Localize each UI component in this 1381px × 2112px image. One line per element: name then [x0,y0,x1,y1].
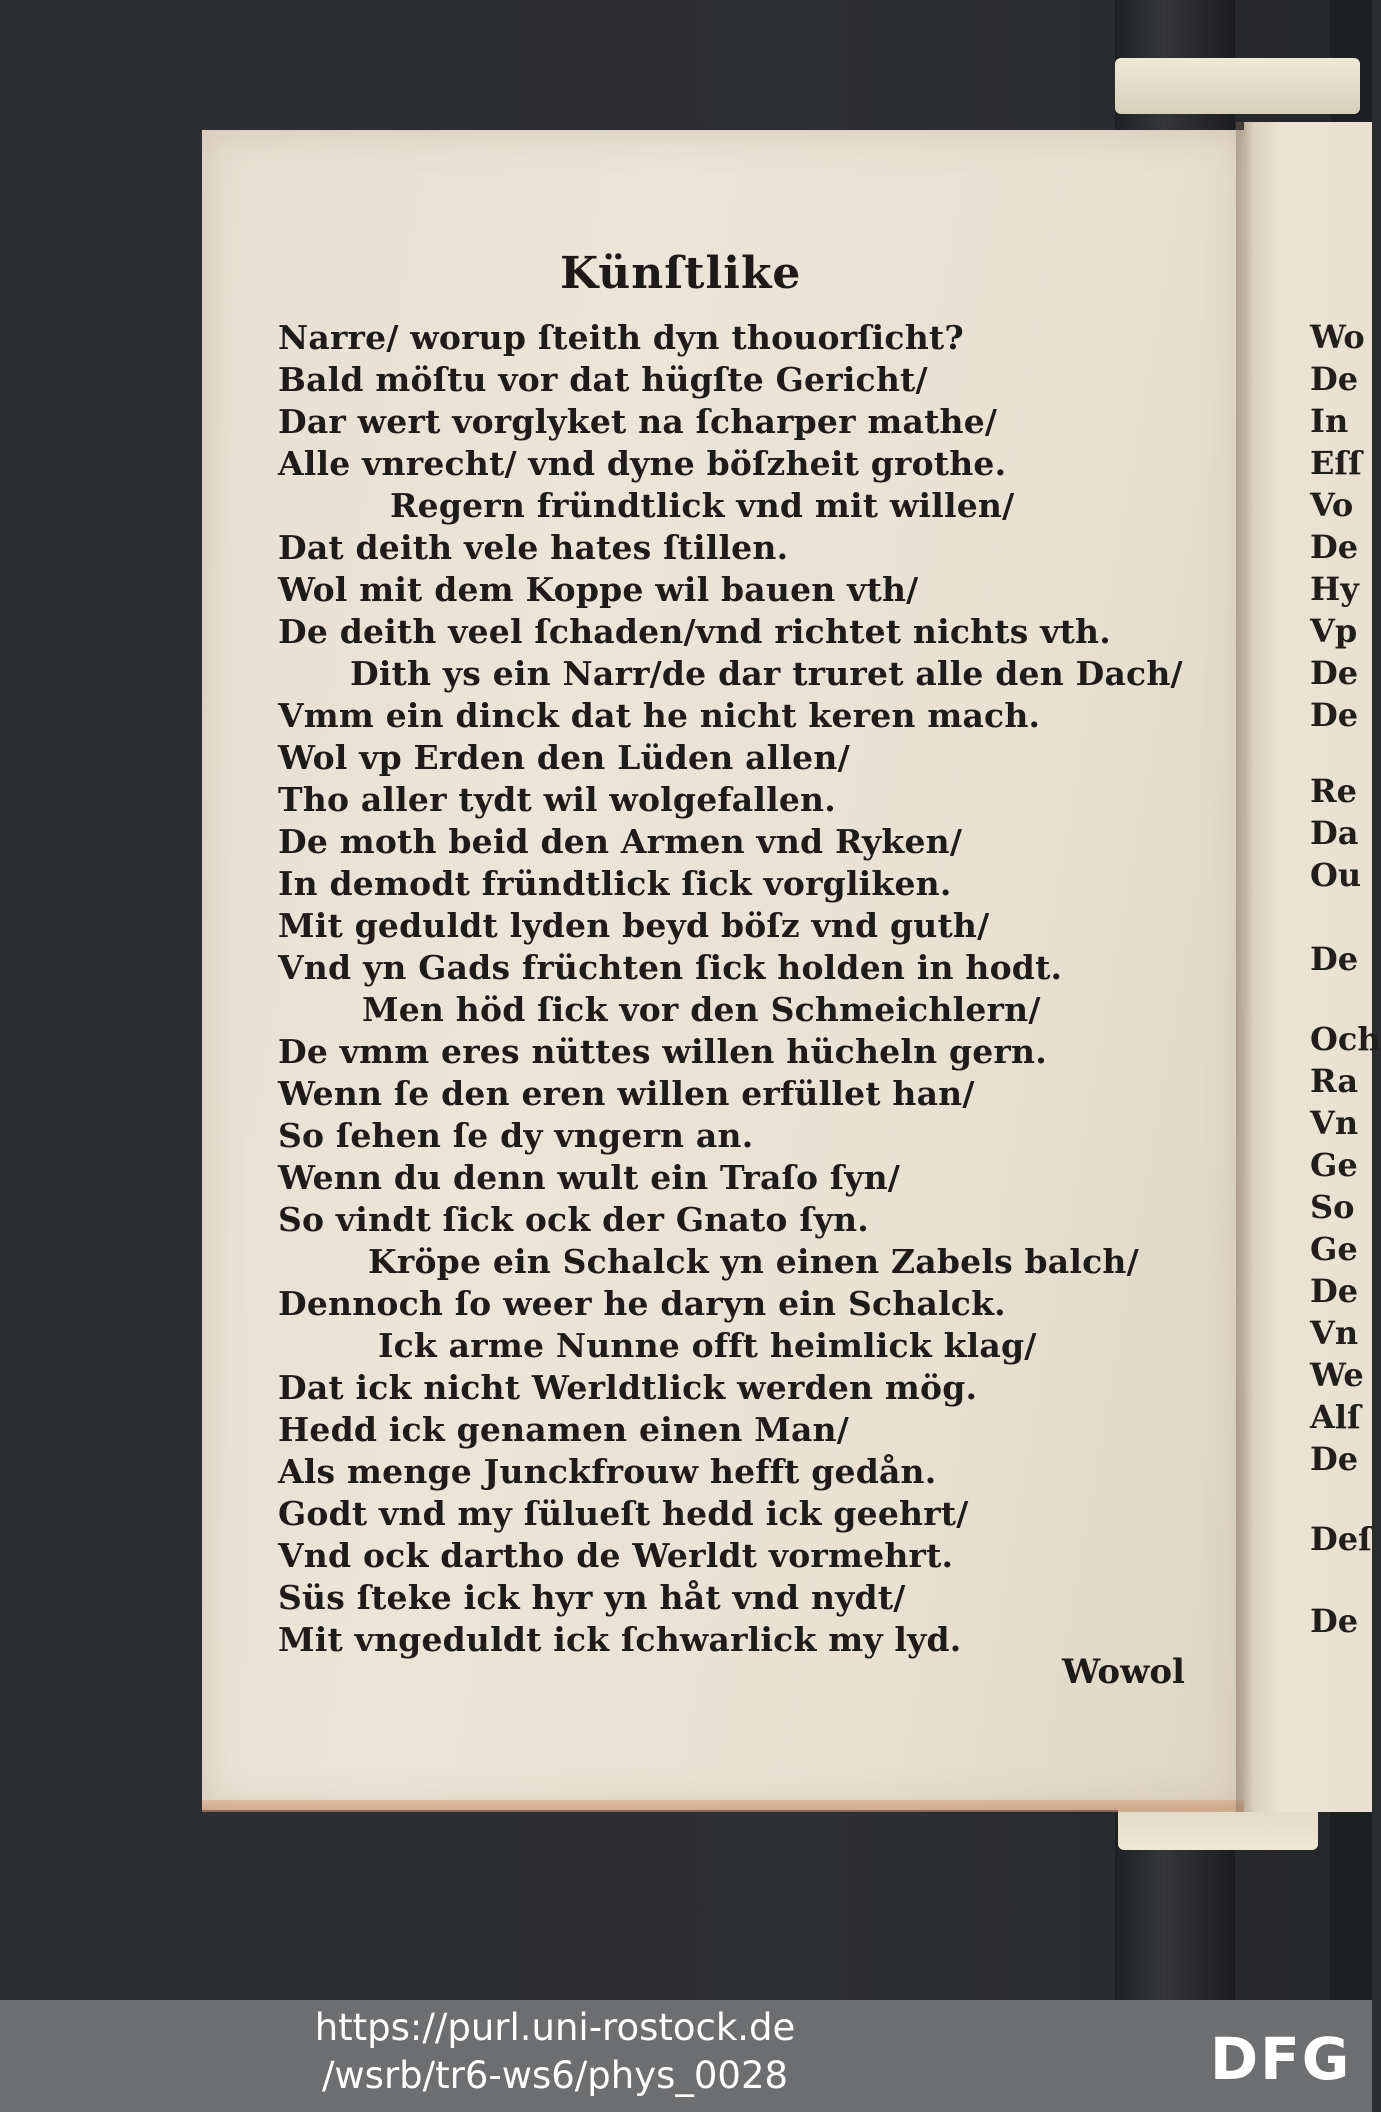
verse-line: In demodt fründtlick ſick vorgliken. [278,864,952,903]
verse-line: Vmm ein dinck dat he nicht keren mach. [278,696,1041,735]
paper-tab-top [1115,58,1360,114]
facing-fragment: Ge [1310,1230,1358,1268]
verse-line: Mit geduldt lyden beyd böſz vnd guth/ [278,906,990,945]
permalink-line-1[interactable]: https://purl.uni-rostock.de [314,2006,796,2049]
facing-fragment: So [1310,1188,1355,1226]
verse-line: So ſehen ſe dy vngern an. [278,1116,754,1155]
verse-line: Vnd yn Gads früchten ſick holden in hodt. [278,948,1063,987]
facing-fragment: Deſ [1310,1520,1372,1558]
verse-line: De vmm eres nüttes willen hücheln gern. [278,1032,1047,1071]
verse-line: Godt vnd my ſülueſt hedd ick geehrt/ [278,1494,969,1533]
facing-fragment: De [1310,1272,1359,1310]
facing-fragment: We [1310,1356,1364,1394]
verse-line: Alle vnrecht/ vnd dyne böſzheit grothe. [278,444,1007,483]
facing-fragment: De [1310,1602,1359,1640]
verse-line: Dennoch ſo weer he daryn ein Schalck. [278,1284,1006,1323]
facing-fragment: In [1310,402,1349,440]
permalink-line-2[interactable]: /wsrb/tr6-ws6/phys_0028 [321,2054,789,2097]
page-heading: Künſtlike [560,248,802,299]
verse-line: Tho aller tydt wil wolgefallen. [278,780,836,819]
verse-line: Bald möſtu vor dat hügſte Gericht/ [278,360,928,399]
verse-line: Dat ick nicht Werldtlick werden mög. [278,1368,978,1407]
facing-fragment: Alſ [1310,1398,1361,1436]
verse-line: So vindt ſick ock der Gnato ſyn. [278,1200,869,1239]
verse-line: Mit vngeduldt ick ſchwarlick my lyd. [278,1620,962,1659]
verse-line: Men höd ſick vor den Schmeichlern/ [362,990,1041,1029]
verse-line: Dith ys ein Narr/de dar truret alle den Dach/ [350,654,1183,693]
facing-fragment: Vo [1310,486,1354,524]
verse-line: De deith veel ſchaden/vnd richtet nichts vth. [278,612,1111,651]
dfg-logo: DFG [1210,2025,1352,2093]
verse-line: Wenn ſe den eren willen erfüllet han/ [278,1074,975,1113]
facing-fragment: De [1310,360,1359,398]
facing-fragment: Hy [1310,570,1359,608]
catchword: Wowol [1062,1652,1185,1692]
facing-fragment: De [1310,654,1359,692]
facing-fragment: Da [1310,814,1359,852]
verse-line: Dat deith vele hates ſtillen. [278,528,789,567]
verse-line: Süs ſteke ick hyr yn håt vnd nydt/ [278,1578,906,1617]
facing-fragment: Vn [1310,1314,1359,1352]
facing-fragment: De [1310,1440,1359,1478]
verse-line: Hedd ick genamen einen Man/ [278,1410,849,1449]
facing-fragment: Eſſ [1310,444,1362,482]
page-edge [202,1800,1244,1812]
verse-line: Wenn du denn wult ein Traſo ſyn/ [278,1158,901,1197]
page-gutter [1236,122,1254,1812]
facing-fragment: Ge [1310,1146,1358,1184]
facing-fragment: Och [1310,1020,1381,1058]
verse-line: Wol mit dem Koppe wil bauen vth/ [278,570,919,609]
facing-fragment: Vp [1310,612,1358,650]
verse-line: Narre/ worup ſteith dyn thouorſicht? [278,318,964,357]
verse-line: Wol vp Erden den Lüden allen/ [278,738,850,777]
verse-line: Dar wert vorglyket na ſcharper mathe/ [278,402,998,441]
facing-fragment: Re [1310,772,1357,810]
verse-line: Vnd ock dartho de Werldt vormehrt. [278,1536,954,1575]
verse-line: Als menge Junckfrouw hefft gedån. [278,1452,937,1491]
permalink[interactable] [0,2004,1110,2100]
facing-fragment: De [1310,940,1359,978]
verse-line: De moth beid den Armen vnd Ryken/ [278,822,963,861]
verse-line: Regern fründtlick vnd mit willen/ [390,486,1015,525]
verse-line: Kröpe ein Schalck yn einen Zabels balch/ [368,1242,1139,1281]
facing-fragment: Vn [1310,1104,1359,1142]
facing-fragment: Wo [1310,318,1365,356]
facing-fragment: De [1310,696,1359,734]
facing-fragment: Ra [1310,1062,1359,1100]
facing-fragment: De [1310,528,1359,566]
verse-line: Ick arme Nunne offt heimlick klag/ [378,1326,1037,1365]
facing-fragment: Ou [1310,856,1362,894]
